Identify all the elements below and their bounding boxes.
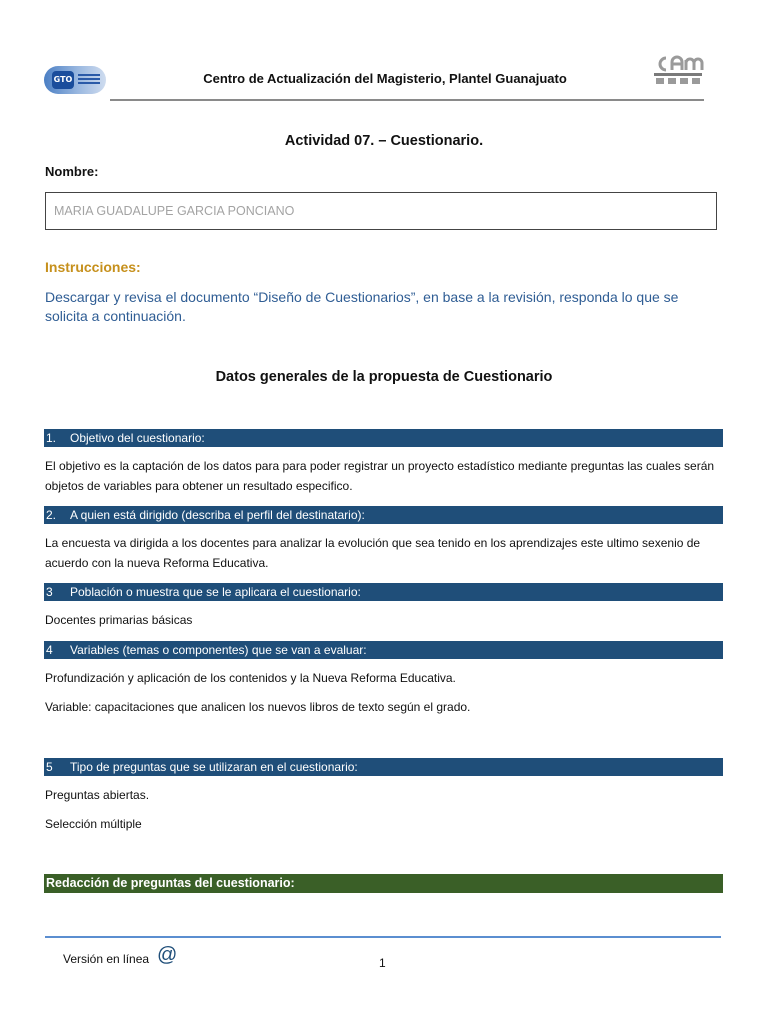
section-heading-text: Variables (temas o componentes) que se van a evaluar: xyxy=(70,643,367,657)
instrucciones-label: Instrucciones: xyxy=(45,259,141,275)
section-heading-text: Población o muestra que se le aplicara el cuestionario: xyxy=(70,585,361,599)
section-heading-text: Tipo de preguntas que se utilizaran en el cuestionario: xyxy=(70,760,358,774)
section-heading-objetivo xyxy=(44,429,723,447)
poblacion-answer: Docentes primarias básicas xyxy=(45,613,193,627)
section-number: 3 xyxy=(46,585,53,599)
section-number: 2. xyxy=(46,508,57,522)
section-heading-text: A quien está dirigido (describa el perfil del destinatario): xyxy=(70,508,365,522)
gto-logo xyxy=(44,66,106,94)
document-title: Actividad 07. – Cuestionario. xyxy=(284,133,484,149)
header-title: Centro de Actualización del Magisterio, Plantel Guanajuato xyxy=(203,71,567,86)
section-heading-tipo-preguntas xyxy=(44,758,723,776)
instrucciones-text: Descargar y revisa el documento “Diseño de Cuestionarios”, en base a la revisión, responda lo que se solicita a continuación. xyxy=(45,289,679,324)
section-number: 4 xyxy=(46,643,53,657)
nombre-field-value: MARIA GUADALUPE GARCIA PONCIANO xyxy=(54,204,295,218)
section-heading-redaccion: Redacción de preguntas del cuestionario: xyxy=(44,874,723,893)
section-heading-poblacion xyxy=(44,583,723,601)
at-symbol-link[interactable]: @ xyxy=(157,944,178,966)
tipo-preguntas-answer-2: Selección múltiple xyxy=(45,817,142,831)
page-number: 1 xyxy=(379,956,386,970)
gto-logo-badge: GTO xyxy=(52,71,74,89)
variables-answer-1: Profundización y aplicación de los contenidos y la Nueva Reforma Educativa. xyxy=(45,671,456,685)
section-title: Datos generales de la propuesta de Cuestionario xyxy=(215,369,553,385)
section-number: 1. xyxy=(46,431,57,445)
section-heading-variables xyxy=(44,641,723,659)
section-heading-text: Objetivo del cuestionario: xyxy=(70,431,205,445)
footer-divider xyxy=(45,936,721,938)
cam-logo xyxy=(652,52,704,86)
destinatario-answer: La encuesta va dirigida a los docentes para analizar la evolución que sea tenido en los aprendizajes este ultimo sexenio de acuerdo con la nueva Reforma Educativa. xyxy=(45,536,701,570)
tipo-preguntas-answer-1: Preguntas abiertas. xyxy=(45,788,150,802)
nombre-field[interactable] xyxy=(45,192,717,230)
section-number: 5 xyxy=(46,760,53,774)
version-en-linea-label: Versión en línea xyxy=(63,952,150,966)
header-divider xyxy=(110,99,704,101)
variables-answer-2: Variable: capacitaciones que analicen los nuevos libros de texto según el grado. xyxy=(45,700,471,714)
nombre-label: Nombre: xyxy=(45,164,99,179)
section-heading-destinatario xyxy=(44,506,723,524)
gto-logo-lines xyxy=(78,74,100,86)
objetivo-answer: El objetivo es la captación de los datos para para poder registrar un proyecto estadístico mediante preguntas las cuales serán objetos de variables para obtener un resultado especifico. xyxy=(45,459,715,493)
